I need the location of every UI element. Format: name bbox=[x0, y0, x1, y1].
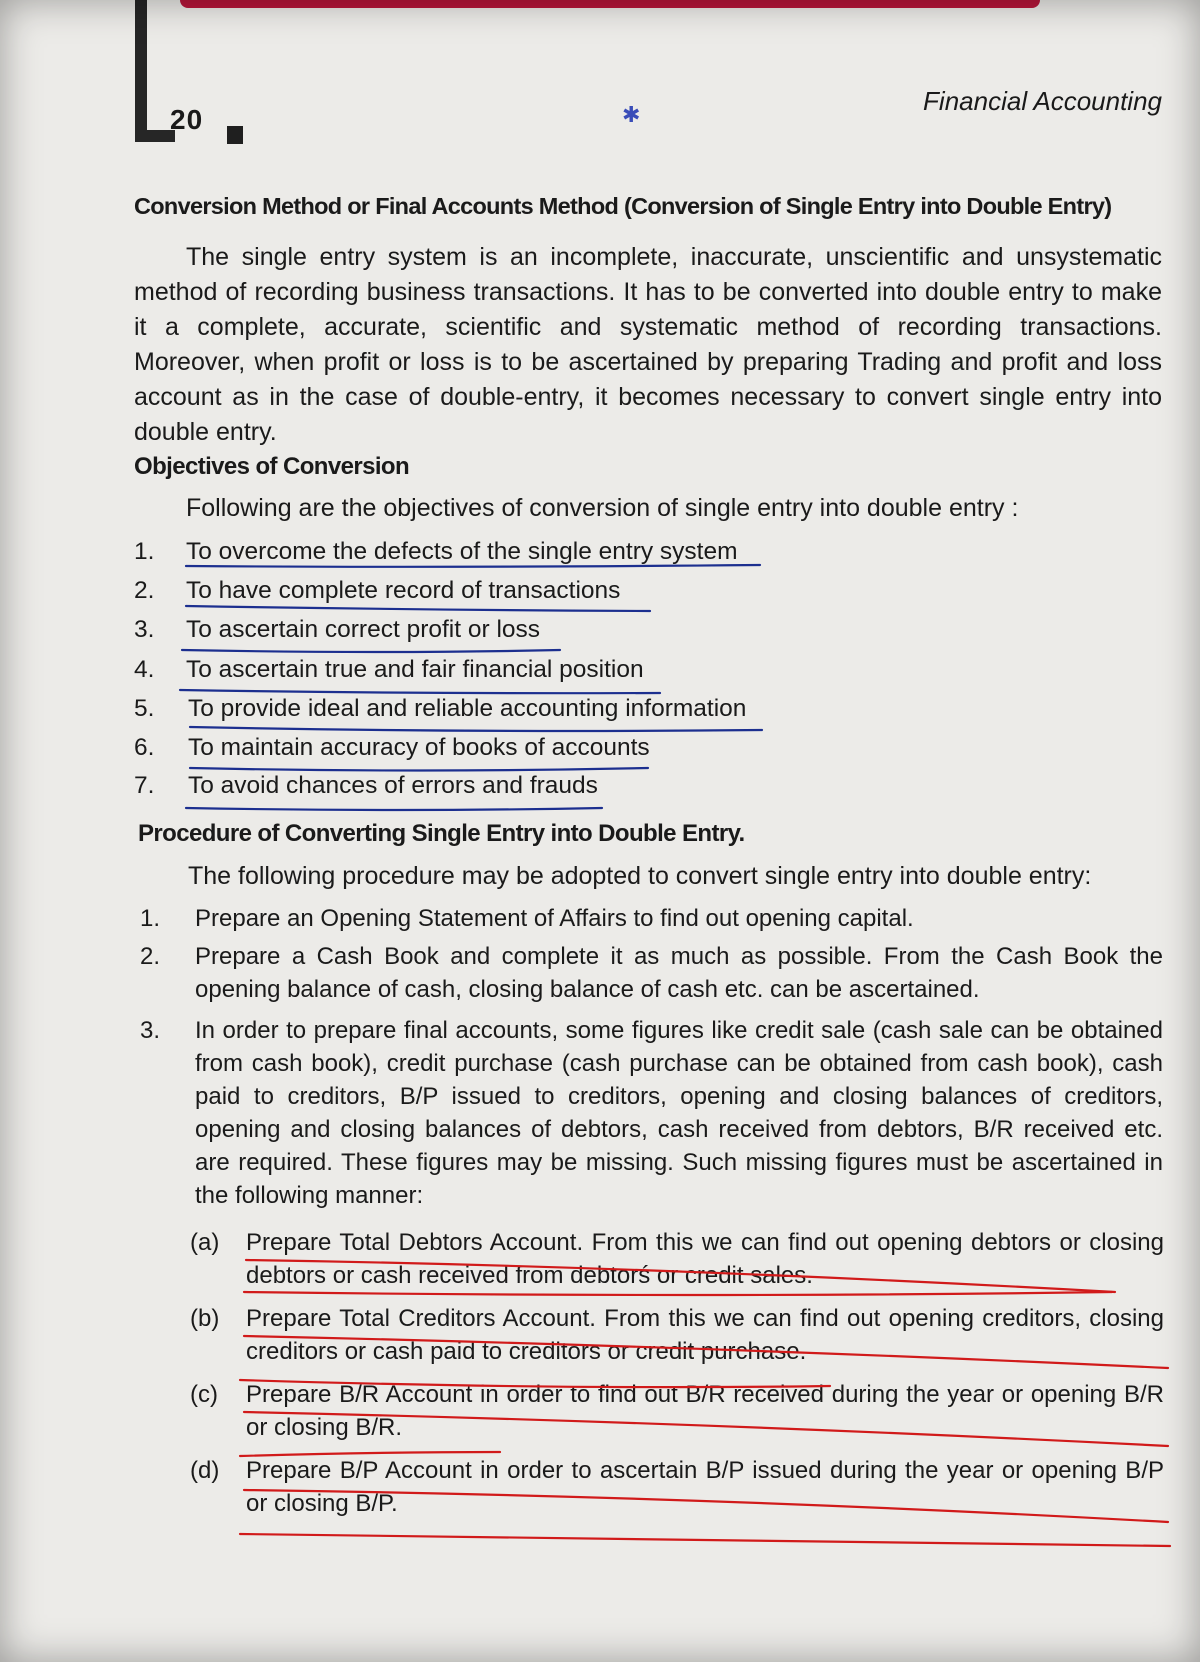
red-underline bbox=[240, 1452, 500, 1456]
list-number: 1. bbox=[134, 538, 155, 565]
sub-item-text: Prepare B/R Account in order to find out B/R received during the year or opening B/R or closing B/R. bbox=[246, 1381, 1164, 1441]
list-text: To provide ideal and reliable accounting information bbox=[188, 695, 747, 722]
list-text: To avoid chances of errors and frauds bbox=[188, 772, 598, 799]
list-number: 3. bbox=[134, 616, 155, 643]
list-text: To maintain accuracy of books of accounts bbox=[188, 734, 650, 761]
procedure-heading: Procedure of Converting Single Entry into Double Entry. bbox=[138, 820, 745, 847]
list-number: 7. bbox=[134, 772, 155, 799]
sub-item-label: (c) bbox=[190, 1381, 218, 1408]
list-text: To ascertain correct profit or loss bbox=[186, 616, 541, 643]
list-text: Prepare a Cash Book and complete it as much as possible. From the Cash Book the opening balance of cash, closing balance of cash etc. can be ascertained. bbox=[195, 943, 1163, 1003]
red-underline bbox=[244, 1490, 1168, 1522]
sub-item-label: (b) bbox=[190, 1305, 220, 1332]
sub-item-label: (a) bbox=[190, 1229, 220, 1256]
blue-underline bbox=[182, 650, 560, 652]
list-number: 1. bbox=[140, 905, 161, 932]
red-underline bbox=[246, 1260, 1115, 1292]
list-number: 2. bbox=[140, 943, 161, 970]
red-underlines bbox=[240, 1260, 1170, 1546]
list-text: To overcome the defects of the single entry system bbox=[186, 538, 738, 565]
blue-underline bbox=[180, 690, 660, 693]
sub-item-label: (d) bbox=[190, 1457, 220, 1484]
sub-item-text: Prepare Total Creditors Account. From this we can find out opening creditors, closing creditors or cash paid to creditors or credit purchase. bbox=[246, 1305, 1164, 1365]
blue-underline bbox=[186, 808, 602, 810]
page-number: 20 bbox=[170, 104, 204, 135]
blue-underline bbox=[186, 606, 650, 611]
list-text: In order to prepare final accounts, some figures like credit sale (cash sale can be obtained from cash book), credit purchase (cash purchase can be obtained from cash book), cash paid to creditors, B/P issued to creditors, opening and closing balances of creditors, opening and closing balances of debtors, cash received from debtors, B/R received etc. are required. These figures may be missing. Such missing figures must be ascertained in the following manner: bbox=[195, 1017, 1163, 1209]
red-underline bbox=[240, 1380, 830, 1387]
blue-underline bbox=[190, 768, 648, 771]
list-number: 6. bbox=[134, 734, 155, 761]
objectives-intro: Following are the objectives of conversion of single entry into double entry : bbox=[186, 494, 1019, 522]
conversion-heading: Conversion Method or Final Accounts Method (Conversion of Single Entry into Double Entry) bbox=[134, 193, 1112, 219]
pen-star-mark-icon: ✱ bbox=[622, 102, 641, 127]
list-number: 2. bbox=[134, 577, 155, 604]
list-text: Prepare an Opening Statement of Affairs to find out opening capital. bbox=[195, 905, 914, 932]
list-number: 3. bbox=[140, 1017, 161, 1044]
blue-underline bbox=[190, 727, 762, 731]
list-text: To ascertain true and fair financial position bbox=[186, 656, 644, 683]
red-underline bbox=[244, 1336, 1168, 1368]
list-text: To have complete record of transactions bbox=[186, 577, 621, 604]
blue-underline bbox=[186, 565, 760, 567]
red-underline bbox=[240, 1534, 1170, 1546]
running-title: Financial Accounting bbox=[923, 86, 1162, 116]
procedure-intro: The following procedure may be adopted to convert single entry into double entry: bbox=[188, 862, 1092, 890]
sub-item-text: Prepare Total Debtors Account. From this we can find out opening debtors or closing debtors or cash received from debtorś or credit sales. bbox=[246, 1229, 1164, 1289]
red-underline bbox=[244, 1292, 1112, 1295]
list-number: 4. bbox=[134, 656, 155, 683]
conversion-paragraph: The single entry system is an incomplete, inaccurate, unscientific and unsystematic method of recording business transactions. It has to be converted into double entry to make it a complete, accurate, scientific and systematic method of recording transactions. Moreover, when profit or loss is to be ascertained by preparing Trading and profit and loss account as in the case of double-entry, it becomes necessary to convert single entry into double entry. bbox=[134, 243, 1162, 446]
list-number: 5. bbox=[134, 695, 155, 722]
objectives-heading: Objectives of Conversion bbox=[134, 453, 410, 480]
sub-item-text: Prepare B/P Account in order to ascertain B/P issued during the year or opening B/P or closing B/P. bbox=[246, 1457, 1164, 1517]
red-underline bbox=[244, 1412, 1168, 1446]
blue-underlines bbox=[180, 565, 762, 810]
